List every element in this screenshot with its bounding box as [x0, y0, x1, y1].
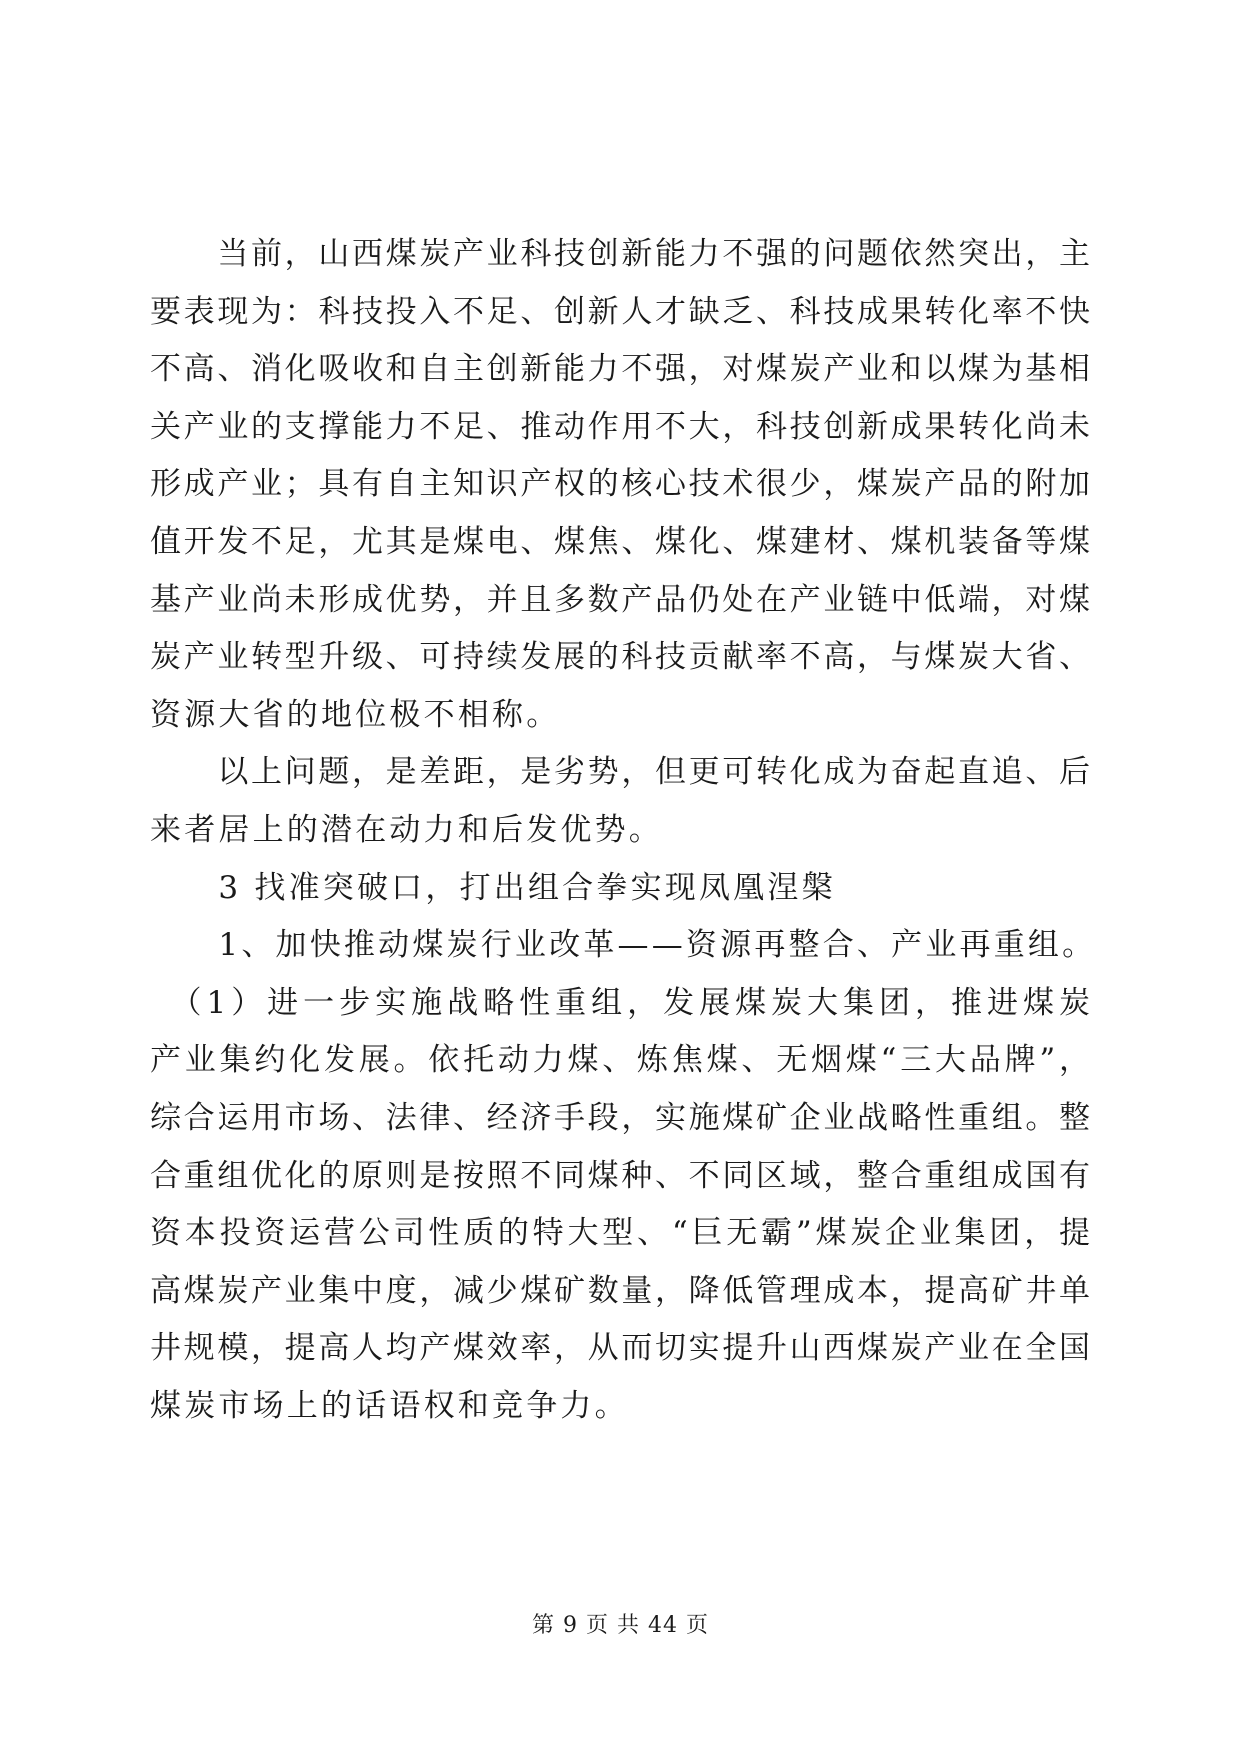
text-line: 产业集约化发展。依托动力煤、炼焦煤、无烟煤“三大品牌”， [150, 1042, 1090, 1079]
text-line: （1）进一步实施战略性重组，发展煤炭大集团，推进煤炭 [150, 984, 1090, 1021]
text-line: 炭产业转型升级、可持续发展的科技贡献率不高，与煤炭大省、 [150, 639, 1090, 676]
text-line: 3 找准突破口，打出组合拳实现凤凰涅槃 [150, 869, 836, 906]
text-line: 当前，山西煤炭产业科技创新能力不强的问题依然突出，主 [150, 236, 1090, 272]
text-line: 来者居上的潜在动力和后发优势。 [150, 811, 663, 848]
text-line: 1、加快推动煤炭行业改革——资源再整合、产业再重组。 [150, 927, 1097, 964]
text-line: 高煤炭产业集中度，减少煤矿数量，降低管理成本，提高矿井单 [150, 1272, 1090, 1309]
text-line: 资源大省的地位极不相称。 [150, 696, 561, 733]
text-line: 关产业的支撑能力不足、推动作用不大，科技创新成果转化尚未 [150, 408, 1090, 445]
text-line: 合重组优化的原则是按照不同煤种、不同区域，整合重组成国有 [150, 1157, 1090, 1194]
text-line: 综合运用市场、法律、经济手段，实施煤矿企业战略性重组。整 [150, 1099, 1090, 1136]
text-line: 井规模，提高人均产煤效率，从而切实提升山西煤炭产业在全国 [150, 1330, 1090, 1367]
text-line: 以上问题，是差距，是劣势，但更可转化成为奋起直追、后 [150, 754, 1090, 791]
text-line: 形成产业；具有自主知识产权的核心技术很少，煤炭产品的附加 [150, 466, 1090, 503]
text-line: 资本投资运营公司性质的特大型、“巨无霸”煤炭企业集团，提 [150, 1215, 1090, 1252]
body-text [150, 226, 1097, 1435]
page-footer: 第 9 页 共 44 页 [532, 1613, 709, 1638]
text-line: 基产业尚未形成优势，并且多数产品仍处在产业链中低端，对煤 [150, 581, 1090, 618]
text-line: 值开发不足，尤其是煤电、煤焦、煤化、煤建材、煤机装备等煤 [150, 523, 1090, 560]
text-line: 要表现为：科技投入不足、创新人才缺乏、科技成果转化率不快 [150, 293, 1090, 330]
text-line: 不高、消化吸收和自主创新能力不强，对煤炭产业和以煤为基相 [150, 351, 1090, 388]
text-line: 煤炭市场上的话语权和竞争力。 [150, 1387, 629, 1424]
